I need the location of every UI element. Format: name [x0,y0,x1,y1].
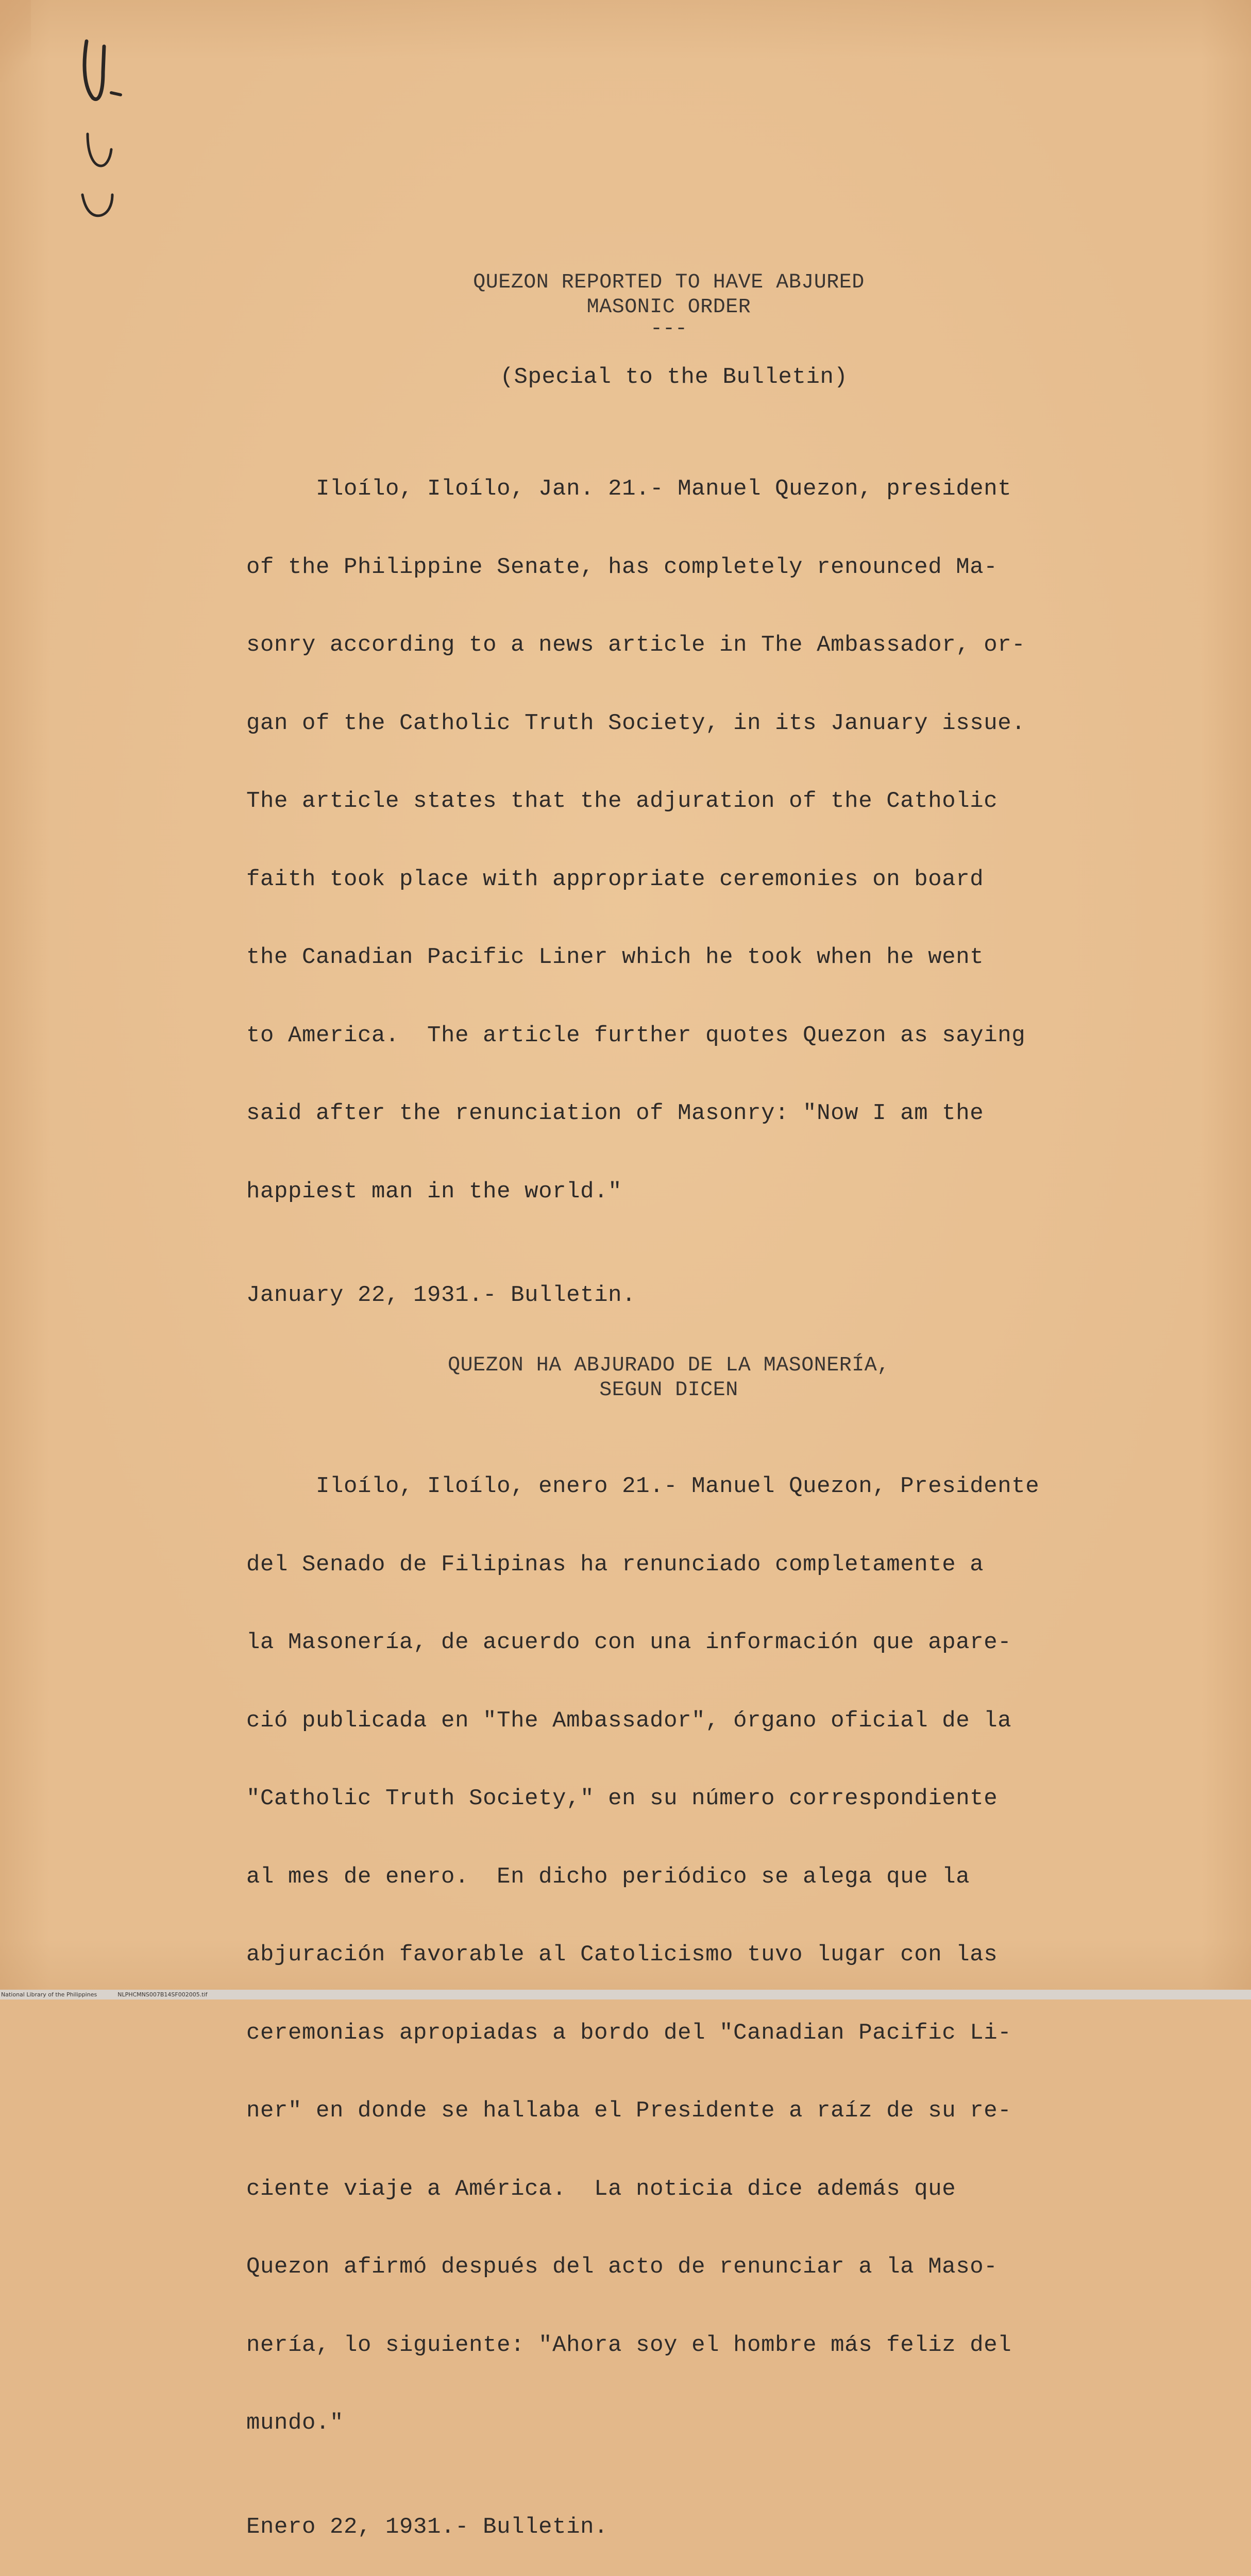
text-line: happiest man in the world." [246,1178,622,1205]
article-2-heading-line-2: SEGUN DICEN [599,1379,738,1402]
article-1-subhead: (Special to the Bulletin) [500,364,848,390]
article-1-dashes: --- [650,317,687,341]
article-1-body [246,424,1132,1257]
article-2-heading-line-1: QUEZON HA ABJURADO DE LA MASONERÍA, [448,1354,890,1377]
article-2-source: Enero 22, 1931.- Bulletin. [246,2514,608,2540]
text-line: sonry according to a news article in The Ambassador, or- [246,632,1026,658]
footer-library-name: National Library of the Philippines [1,1991,97,1998]
paper-edge-tear [0,0,31,82]
text-line: "Catholic Truth Society," en su número correspondiente [246,1786,998,1811]
text-line: ceremonias apropiadas a bordo del "Canadian Pacific Li- [246,2020,1012,2046]
text-line: ciente viaje a América. La noticia dice además que [246,2176,956,2202]
scan-footer [0,1990,1251,1999]
text-line: of the Philippine Senate, has completely renounced Ma- [246,554,998,580]
document-content [246,270,1132,2576]
text-line: the Canadian Pacific Liner which he took when he went [246,944,984,970]
footer-filename: NLPHCMNS007B14SF002005.tif [117,1991,208,1998]
text-line: said after the renunciation of Masonry: "Now I am the [246,1100,984,1126]
text-line: gan of the Catholic Truth Society, in its January issue. [246,710,1026,736]
article-1-heading-line-1: QUEZON REPORTED TO HAVE ABJURED [473,271,865,294]
text-line: la Masonería, de acuerdo con una información que apare- [246,1630,1012,1655]
text-line: al mes de enero. En dicho periódico se alega que la [246,1863,970,1890]
article-2-body [246,1421,1132,2488]
handwritten-margin-mark [67,31,139,227]
text-line: Quezon afirmó después del acto de renunciar a la Maso- [246,2254,998,2280]
article-1-heading-line-2: MASONIC ORDER [586,296,751,319]
text-line: ció publicada en "The Ambassador", órgano oficial de la [246,1707,1012,1734]
article-1 [246,270,1132,1308]
text-line: mundo." [246,2410,344,2436]
text-line: nería, lo siguiente: "Ahora soy el hombre más feliz del [246,2332,1012,2358]
article-2 [246,1353,1132,2540]
text-line: The article states that the adjuration of the Catholic [246,788,998,814]
article-1-source: January 22, 1931.- Bulletin. [246,1282,636,1308]
text-line: Iloílo, Iloílo, Jan. 21.- Manuel Quezon, president [246,476,1012,502]
text-line: abjuración favorable al Catolicismo tuvo lugar con las [246,1942,998,1968]
text-line: del Senado de Filipinas ha renunciado completamente a [246,1551,984,1578]
text-line: to America. The article further quotes Quezon as saying [246,1022,1026,1048]
text-line: Iloílo, Iloílo, enero 21.- Manuel Quezon, Presidente [246,1473,1040,1499]
text-line: ner" en donde se hallaba el Presidente a raíz de su re- [246,2098,1012,2124]
text-line: faith took place with appropriate ceremonies on board [246,866,984,892]
